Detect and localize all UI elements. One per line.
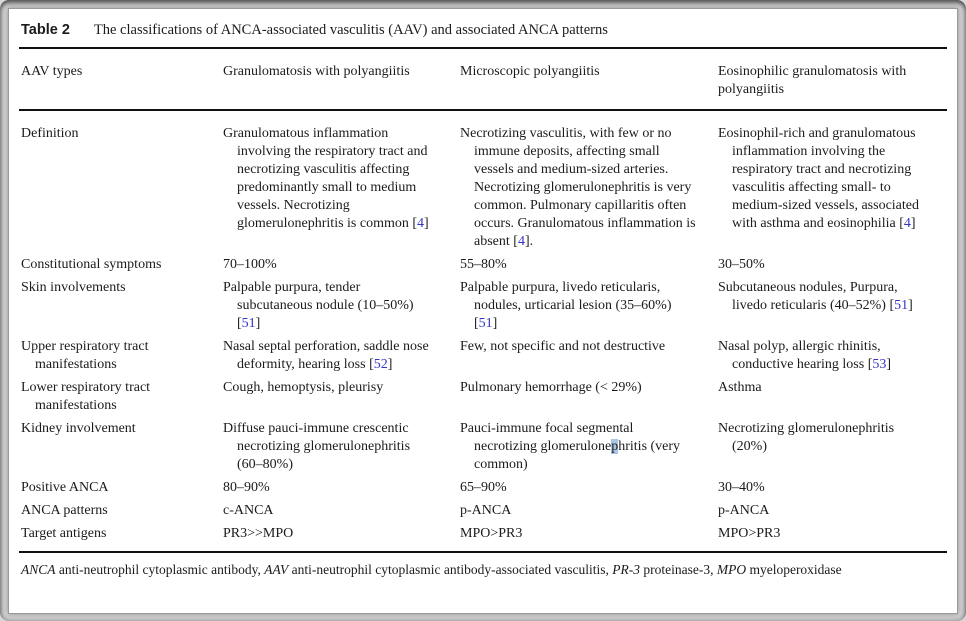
table-caption: [19, 9, 947, 40]
text-selection-highlight: p: [611, 439, 619, 454]
table-caption-label: Table 2: [21, 22, 70, 38]
row-label: [19, 110, 221, 251]
table-cell: [221, 333, 458, 374]
citation: [51]: [889, 298, 913, 313]
citation: [52]: [369, 357, 393, 372]
abbreviation: PR-3: [612, 562, 640, 577]
cell-text: p-ANCA: [460, 503, 512, 518]
table-row: [19, 520, 947, 543]
table-cell: [458, 374, 716, 415]
citation-link[interactable]: 51: [241, 316, 256, 331]
table-cell: [221, 415, 458, 474]
abbreviation: ANCA: [21, 562, 56, 577]
cell-text: Lower respiratory tract manifestations: [21, 380, 151, 413]
citation-link[interactable]: 52: [373, 357, 388, 372]
table-cell: [716, 333, 947, 374]
table-cell: [221, 274, 458, 333]
cell-text: PR3>>MPO: [223, 526, 294, 541]
cell-text: MPO>PR3: [460, 526, 523, 541]
table-cell: [458, 333, 716, 374]
row-label: [19, 520, 221, 543]
row-label: [19, 415, 221, 474]
table-footnote: ANCA anti-neutrophil cytoplasmic antibody, AAV anti-neutrophil cytoplasmic antibody-associated vasculitis, PR-3 proteinase-3, MPO myeloperoxidase: [21, 562, 842, 577]
citation-link[interactable]: 51: [478, 316, 493, 331]
table-cell: [458, 251, 716, 274]
cell-text: Eosinophil-rich and granulomatous inflammation involving the respiratory tract and necrotizing vasculitis affecting small- to medium-sized vessels, associated with asthma and eosinophilia [4]: [718, 126, 920, 231]
table-cell: [716, 520, 947, 543]
abbreviation: MPO: [716, 562, 747, 577]
cell-text: 30–40%: [718, 480, 765, 495]
paper-table-card: [8, 8, 958, 614]
citation-link[interactable]: 4: [517, 234, 525, 249]
citation: [51]: [237, 316, 261, 331]
column-header-mpa: Microscopic polyangiitis: [458, 49, 716, 110]
cell-text: Skin involvements: [21, 280, 126, 295]
table-row: [19, 415, 947, 474]
table-cell: [458, 415, 716, 474]
abbreviation: AAV: [264, 562, 289, 577]
table-cell: [458, 474, 716, 497]
table-cell: [716, 415, 947, 474]
cell-text: Granulomatous inflammation involving the respiratory tract and necrotizing vasculitis affecting predominantly small to medium vessels. Necrotizing glomerulonephritis is common [4]: [223, 126, 429, 231]
row-label: [19, 497, 221, 520]
table-cell: [716, 474, 947, 497]
row-label: [19, 274, 221, 333]
cell-text: Few, not specific and not destructive: [460, 339, 666, 354]
table-cell: [221, 110, 458, 251]
cell-text: Pauci-immune focal segmental necrotizing glomerulonephritis (very common): [460, 421, 681, 472]
cell-text: c-ANCA: [223, 503, 274, 518]
row-label: [19, 374, 221, 415]
table-row: [19, 110, 947, 251]
table-cell: [221, 251, 458, 274]
cell-text: Necrotizing vasculitis, with few or no immune deposits, affecting small vessels and medium-sized arteries. Necrotizing glomerulonephritis is very common. Pulmonary capillaritis often occurs. Granulomatous inflammation is absent [4].: [460, 126, 696, 249]
cell-text: 55–80%: [460, 257, 507, 272]
table-cell: [458, 110, 716, 251]
row-label: [19, 333, 221, 374]
citation: [4]: [513, 234, 530, 249]
citation-link[interactable]: 53: [872, 357, 887, 372]
table-cell: [221, 374, 458, 415]
column-header-gpa: Granulomatosis with polyangiitis: [221, 49, 458, 110]
citation-link[interactable]: 4: [417, 216, 425, 231]
table-body: [19, 110, 947, 543]
table-row: [19, 251, 947, 274]
cell-text: Diffuse pauci-immune crescentic necrotizing glomerulonephritis (60–80%): [223, 421, 411, 472]
cell-text: 80–90%: [223, 480, 270, 495]
table-cell: [716, 497, 947, 520]
table-row: [19, 374, 947, 415]
citation-link[interactable]: 51: [894, 298, 909, 313]
cell-text: Target antigens: [21, 526, 107, 541]
cell-text: Pulmonary hemorrhage (< 29%): [460, 380, 642, 395]
column-header-egpa: Eosinophilic granulomatosis with polyangiitis: [716, 49, 947, 110]
cell-text: Palpable purpura, livedo reticularis, nodules, urticarial lesion (35–60%) [51]: [460, 280, 672, 331]
table-caption-title: The classifications of ANCA-associated vasculitis (AAV) and associated ANCA patterns: [93, 22, 608, 38]
cell-text: ANCA patterns: [21, 503, 108, 518]
classification-table: [19, 49, 947, 543]
table-row: [19, 274, 947, 333]
cell-text: Cough, hemoptysis, pleurisy: [223, 380, 384, 395]
table-cell: [716, 251, 947, 274]
header-row: [19, 49, 947, 110]
table-cell: [221, 520, 458, 543]
cell-text: 70–100%: [223, 257, 277, 272]
table-cell: [716, 374, 947, 415]
cell-text: Positive ANCA: [21, 480, 109, 495]
cell-text: Necrotizing glomerulonephritis (20%): [718, 421, 895, 454]
cell-text: Constitutional symptoms: [21, 257, 162, 272]
column-header-aav-types: AAV types: [19, 49, 221, 110]
table-cell: [458, 520, 716, 543]
citation: [53]: [867, 357, 892, 372]
cell-text: MPO>PR3: [718, 526, 781, 541]
table-cell: [221, 474, 458, 497]
cell-text: Nasal septal perforation, saddle nose deformity, hearing loss [52]: [223, 339, 429, 372]
cell-text: Definition: [21, 126, 79, 141]
citation-link[interactable]: 4: [903, 216, 911, 231]
table-cell: [716, 110, 947, 251]
cell-text: Palpable purpura, tender subcutaneous nodule (10–50%) [51]: [223, 280, 414, 331]
cell-text: 65–90%: [460, 480, 507, 495]
citation: [51]: [474, 316, 498, 331]
table-row: [19, 333, 947, 374]
table-row: [19, 497, 947, 520]
cell-text: p-ANCA: [718, 503, 770, 518]
cell-text: Subcutaneous nodules, Purpura, livedo reticularis (40–52%) [51]: [718, 280, 913, 313]
row-label: [19, 251, 221, 274]
citation: [4]: [899, 216, 916, 231]
cell-text: Nasal polyp, allergic rhinitis, conductive hearing loss [53]: [718, 339, 892, 372]
cell-text: Kidney involvement: [21, 421, 136, 436]
cell-text: 30–50%: [718, 257, 765, 272]
cell-text: Asthma: [718, 380, 762, 395]
table-row: [19, 474, 947, 497]
cell-text: Upper respiratory tract manifestations: [21, 339, 149, 372]
table-cell: [221, 497, 458, 520]
table-cell: [458, 497, 716, 520]
citation: [4]: [412, 216, 429, 231]
row-label: [19, 474, 221, 497]
table-cell: [716, 274, 947, 333]
table-cell: [458, 274, 716, 333]
